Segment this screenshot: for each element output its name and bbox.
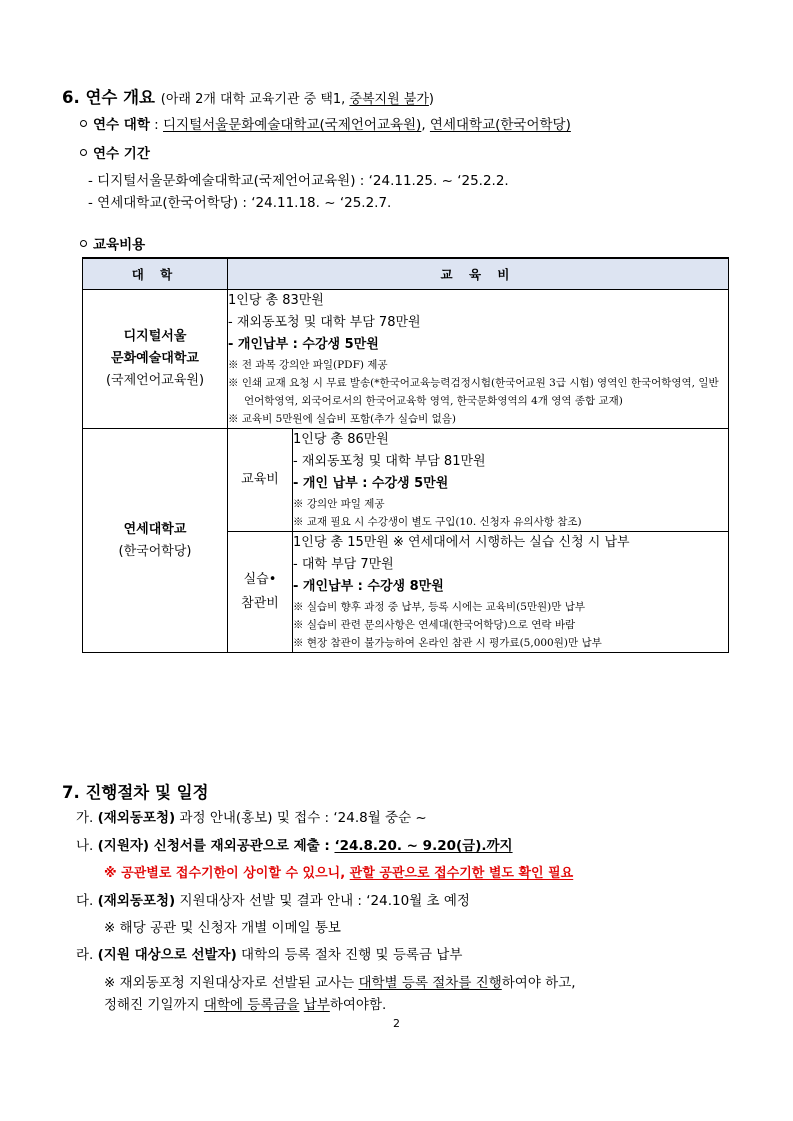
training-period-label: 연수 기간 bbox=[80, 142, 150, 162]
practice-label-cell: 실습• 참관비 bbox=[228, 532, 293, 653]
step-da-note: ※ 해당 공관 및 신청자 개별 이메일 통보 bbox=[104, 920, 341, 936]
cost-detail-cell: 1인당 총 83만원 - 재외동포청 및 대학 부담 78만원 - 개인납부 : 수강생 5만원 ※ 전 과목 강의안 파일(PDF) 제공 ※ 인쇄 교재 요청 시 무료 발송(*한국어교육능력검정시험(한국어교원 3급 시험) 영역인 한국어학영역, 일반언어학영역, 외국어로서의 한국어교육학 영역, 한국문화영역의 4개 영역 종합 교재) ※ 교육비 5만원에 실습비 포함(추가 실습비 없음) bbox=[228, 290, 729, 429]
education-cost-table bbox=[82, 257, 729, 653]
step-da: 다. (재외동포청) 지원대상자 선발 및 결과 안내 : ‘24.10월 초 예정 bbox=[76, 893, 470, 909]
table-row-digital-seoul bbox=[83, 290, 729, 429]
page-number: 2 bbox=[393, 1017, 400, 1030]
header-university: 대 학 bbox=[83, 258, 228, 290]
tuition-detail-cell: 1인당 총 86만원 - 재외동포청 및 대학 부담 81만원 - 개인 납부 : 수강생 5만원 ※ 강의안 파일 제공 ※ 교재 필요 시 수강생이 별도 구입(10. 신청자 유의사항 참조) bbox=[293, 429, 729, 532]
section-6-heading: 6. 연수 개요 (아래 2개 대학 교육기관 중 택1, 중복지원 불가) bbox=[62, 88, 434, 107]
training-university-line: 연수 대학 : 디지털서울문화예술대학교(국제언어교육원), 연세대학교(한국어학당) bbox=[80, 113, 571, 133]
tuition-label-cell: 교육비 bbox=[228, 429, 293, 532]
section-7-heading: 7. 진행절차 및 일정 bbox=[62, 783, 209, 802]
step-na: 나. (지원자) 신청서를 재외공관으로 제출 : ‘24.8.20. ~ 9.20(금).까지 bbox=[76, 838, 513, 854]
table-header-row bbox=[83, 258, 729, 290]
circle-bullet-icon bbox=[80, 149, 87, 156]
training-period-2: - 연세대학교(한국어학당) : ‘24.11.18. ~ ‘25.2.7. bbox=[88, 195, 392, 211]
step-ra: 라. (지원 대상으로 선발자) 대학의 등록 절차 진행 및 등록금 납부 bbox=[76, 947, 463, 963]
circle-bullet-icon bbox=[80, 120, 87, 127]
step-na-note: ※ 공관별로 접수기한이 상이할 수 있으니, 관할 공관으로 접수기한 별도 확인 필요 bbox=[104, 866, 574, 881]
university-cell: 디지털서울 문화예술대학교 (국제언어교육원) bbox=[83, 290, 228, 429]
step-ra-note-2: 정해진 기일까지 대학에 등록금을 납부하여야함. bbox=[104, 997, 387, 1013]
circle-bullet-icon bbox=[80, 240, 87, 247]
table-row-yonsei-tuition bbox=[83, 429, 729, 532]
header-cost: 교 육 비 bbox=[228, 258, 729, 290]
education-cost-label: 교육비용 bbox=[80, 233, 145, 253]
step-ra-note-1: ※ 재외동포청 지원대상자로 선발된 교사는 대학별 등록 절차를 진행하여야 하고, bbox=[104, 975, 576, 991]
university-cell: 연세대학교 (한국어학당) bbox=[83, 429, 228, 653]
step-ga: 가. (재외동포청) 과정 안내(홍보) 및 접수 : ‘24.8월 중순 ~ bbox=[76, 810, 427, 826]
practice-detail-cell: 1인당 총 15만원 ※ 연세대에서 시행하는 실습 신청 시 납부 - 대학 부담 7만원 - 개인납부 : 수강생 8만원 ※ 실습비 향후 과정 중 납부, 등록 시에는 교육비(5만원)만 납부 ※ 실습비 관련 문의사항은 연세대(한국어학당)으로 연락 바람 ※ 현장 참관이 불가능하여 온라인 참관 시 평가료(5,000원)만 납부 bbox=[293, 532, 729, 653]
training-period-1: - 디지털서울문화예술대학교(국제언어교육원) : ‘24.11.25. ~ ‘25.2.2. bbox=[88, 173, 509, 189]
